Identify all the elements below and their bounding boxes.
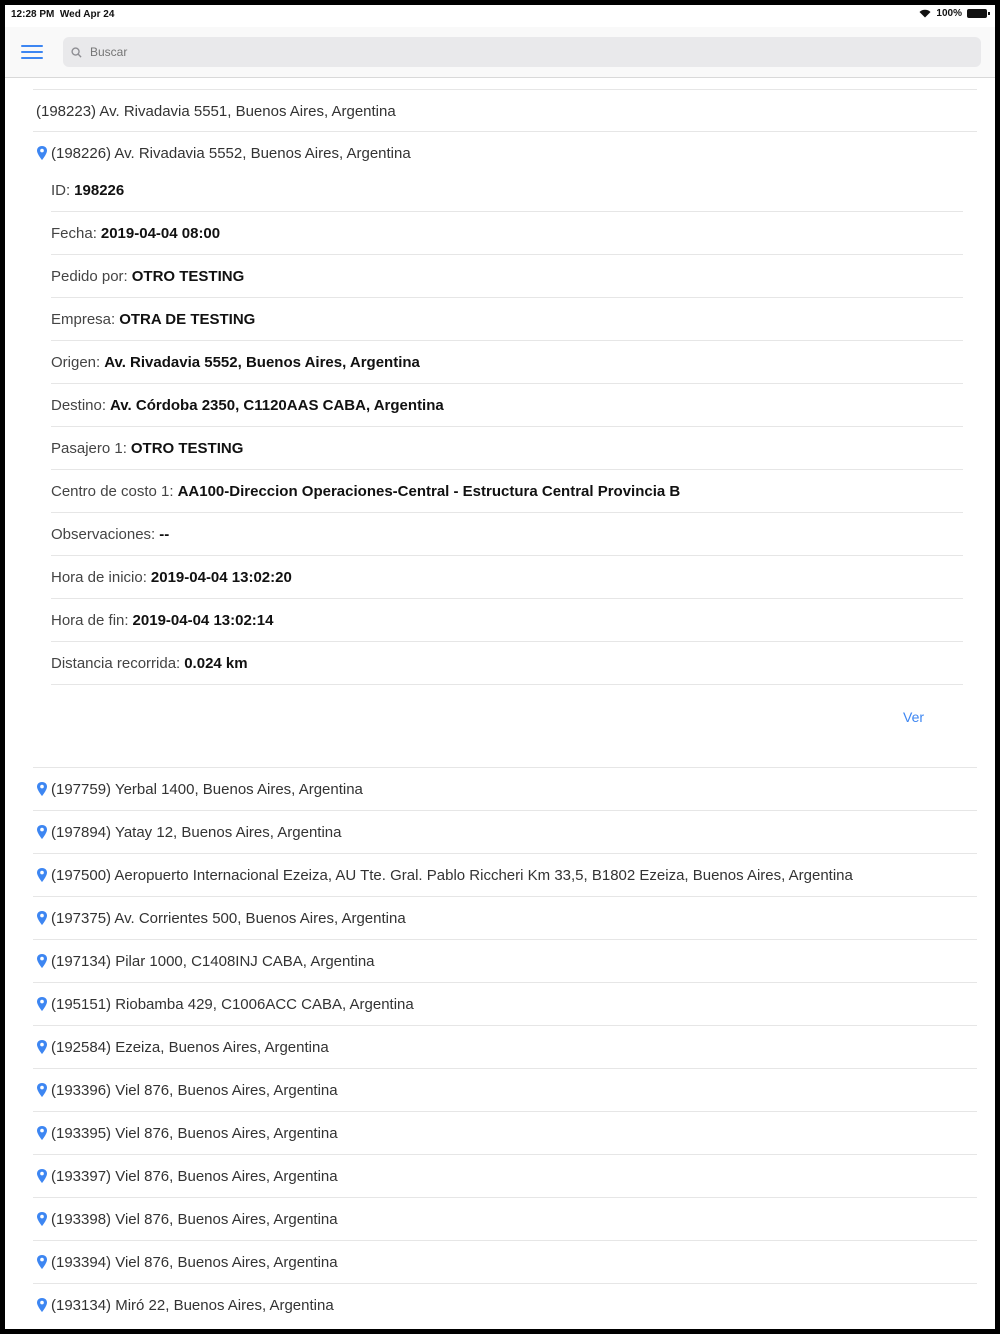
- detail-row: [51, 599, 963, 642]
- detail-value: Av. Córdoba 2350, C1120AAS CABA, Argentina: [110, 396, 444, 414]
- trip-row[interactable]: [33, 1240, 977, 1283]
- detail-row: [51, 427, 963, 470]
- trip-label: (193396) Viel 876, Buenos Aires, Argentina: [51, 1081, 338, 1099]
- detail-value: 198226: [74, 181, 125, 199]
- map-pin-icon: [35, 1082, 49, 1098]
- trip-label: (197894) Yatay 12, Buenos Aires, Argentina: [51, 823, 342, 841]
- map-pin-icon: [35, 824, 49, 840]
- detail-row: [51, 470, 963, 513]
- trip-label: (193134) Miró 22, Buenos Aires, Argentina: [51, 1296, 334, 1314]
- hamburger-icon[interactable]: [21, 42, 43, 60]
- trip-row[interactable]: [33, 1025, 977, 1068]
- status-time: 12:28 PM Wed Apr 24: [11, 9, 115, 20]
- trip-row[interactable]: [33, 1111, 977, 1154]
- map-pin-icon: [35, 1168, 49, 1184]
- detail-row: [51, 341, 963, 384]
- detail-row: [51, 212, 963, 255]
- trip-row[interactable]: [33, 1154, 977, 1197]
- trip-label: (195151) Riobamba 429, C1006ACC CABA, Argentina: [51, 995, 414, 1013]
- detail-label: ID:: [51, 181, 71, 199]
- detail-value: 2019-04-04 13:02:14: [132, 611, 274, 629]
- detail-value: AA100-Direccion Operaciones-Central - Estructura Central Provincia B: [177, 482, 681, 500]
- detail-label: Fecha:: [51, 224, 97, 242]
- map-pin-icon: [35, 1254, 49, 1270]
- detail-value: --: [159, 525, 170, 543]
- map-pin-icon: [35, 996, 49, 1012]
- trip-row[interactable]: [33, 89, 977, 132]
- battery-percent: 100%: [936, 8, 962, 19]
- detail-value: OTRA DE TESTING: [119, 310, 256, 328]
- detail-label: Hora de fin:: [51, 611, 129, 629]
- trip-label: (197375) Av. Corrientes 500, Buenos Aires, Argentina: [51, 909, 406, 927]
- map-pin-icon: [35, 867, 49, 883]
- wifi-icon: [919, 9, 931, 18]
- detail-row: [51, 169, 963, 212]
- detail-value: 2019-04-04 08:00: [100, 224, 221, 242]
- map-pin-icon: [35, 910, 49, 926]
- map-pin-icon: [35, 1211, 49, 1227]
- detail-value: OTRO TESTING: [131, 267, 245, 285]
- trip-label: (193394) Viel 876, Buenos Aires, Argentina: [51, 1253, 338, 1271]
- trip-label: (197759) Yerbal 1400, Buenos Aires, Argentina: [51, 780, 363, 798]
- map-pin-icon: [35, 781, 49, 797]
- app-window: [5, 5, 995, 1329]
- search-bar[interactable]: [63, 37, 981, 67]
- map-pin-icon: [35, 1125, 49, 1141]
- detail-label: Empresa:: [51, 310, 116, 328]
- detail-label: Destino:: [51, 396, 107, 414]
- trip-label: (193398) Viel 876, Buenos Aires, Argentina: [51, 1210, 338, 1228]
- map-pin-icon: [35, 145, 49, 161]
- search-icon: [71, 47, 82, 58]
- trip-label: (198226) Av. Rivadavia 5552, Buenos Aires, Argentina: [51, 144, 411, 162]
- trip-row[interactable]: [33, 896, 977, 939]
- status-bar: [5, 5, 995, 25]
- trip-label: (192584) Ezeiza, Buenos Aires, Argentina: [51, 1038, 329, 1056]
- detail-label: Pasajero 1:: [51, 439, 127, 457]
- trip-label: (193397) Viel 876, Buenos Aires, Argentina: [51, 1167, 338, 1185]
- trip-label: (197134) Pilar 1000, C1408INJ CABA, Argentina: [51, 952, 375, 970]
- trip-label: (198223) Av. Rivadavia 5551, Buenos Aires, Argentina: [36, 102, 396, 120]
- trip-row[interactable]: [33, 982, 977, 1025]
- trip-label: (193395) Viel 876, Buenos Aires, Argentina: [51, 1124, 338, 1142]
- detail-value: Av. Rivadavia 5552, Buenos Aires, Argentina: [104, 353, 420, 371]
- nav-bar: [5, 27, 995, 78]
- detail-label: Distancia recorrida:: [51, 654, 181, 672]
- detail-label: Centro de costo 1:: [51, 482, 174, 500]
- detail-row: [51, 642, 963, 685]
- detail-row: [51, 298, 963, 341]
- detail-label: Pedido por:: [51, 267, 128, 285]
- trip-row[interactable]: [33, 1283, 977, 1326]
- detail-label: Hora de inicio:: [51, 568, 147, 586]
- detail-label: Observaciones:: [51, 525, 156, 543]
- trip-row[interactable]: [33, 767, 977, 810]
- trip-row[interactable]: [33, 131, 977, 174]
- detail-value: 2019-04-04 13:02:20: [150, 568, 292, 586]
- detail-value: OTRO TESTING: [130, 439, 244, 457]
- detail-row: [51, 384, 963, 427]
- trip-row[interactable]: [33, 939, 977, 982]
- detail-row: [51, 255, 963, 298]
- detail-row: [51, 513, 963, 556]
- ver-link[interactable]: Ver: [903, 709, 925, 725]
- status-right: [919, 8, 987, 19]
- trip-row[interactable]: [33, 853, 977, 896]
- search-input[interactable]: [88, 44, 942, 60]
- detail-row: [51, 556, 963, 599]
- detail-label: Origen:: [51, 353, 101, 371]
- trip-row[interactable]: [33, 1068, 977, 1111]
- detail-value: 0.024 km: [184, 654, 248, 672]
- battery-icon: [967, 9, 987, 18]
- map-pin-icon: [35, 1039, 49, 1055]
- trip-row[interactable]: [33, 810, 977, 853]
- trip-row[interactable]: [33, 1197, 977, 1240]
- map-pin-icon: [35, 953, 49, 969]
- trip-label: (197500) Aeropuerto Internacional Ezeiza, AU Tte. Gral. Pablo Riccheri Km 33,5, B1802 Ezeiza, Buenos Aires, Argentina: [51, 866, 853, 884]
- map-pin-icon: [35, 1297, 49, 1313]
